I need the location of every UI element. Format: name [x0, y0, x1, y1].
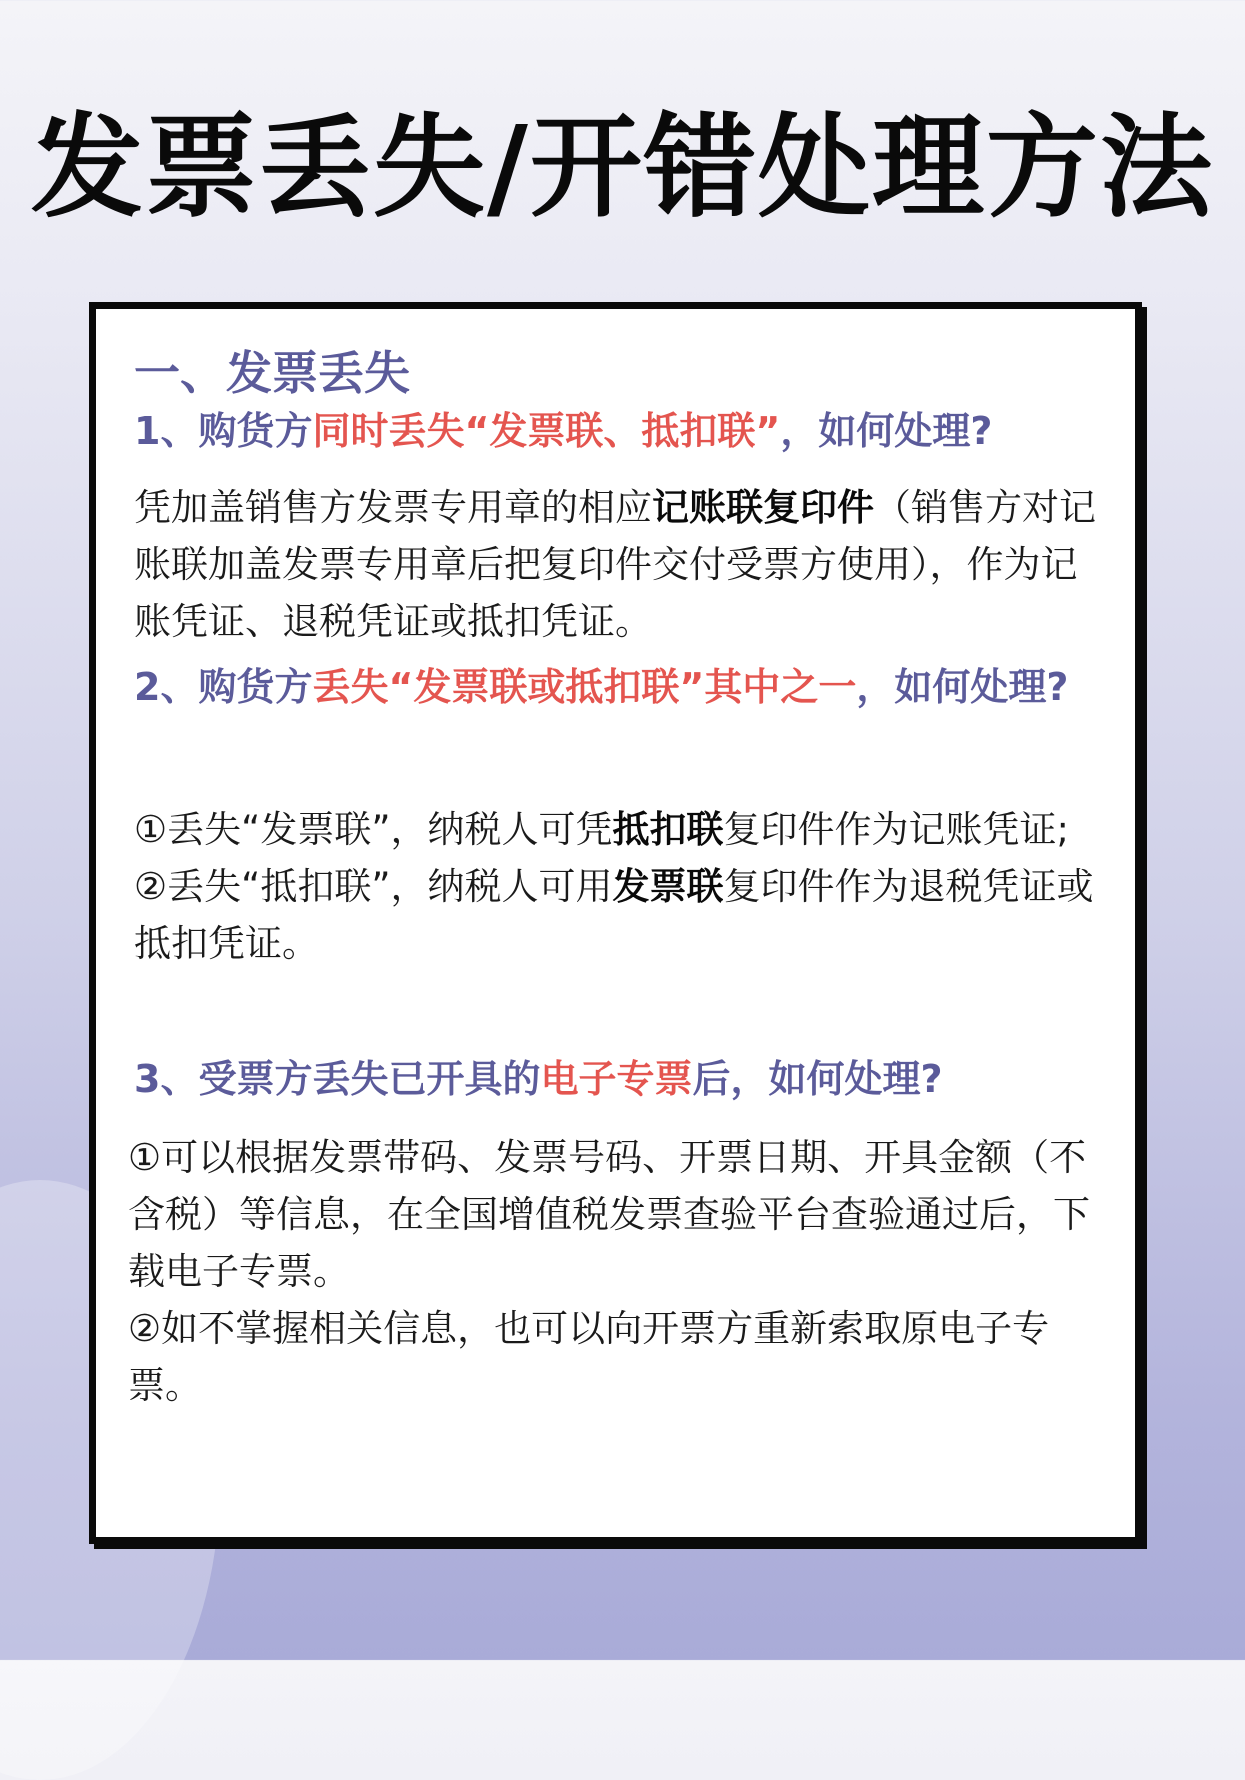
answer-3 [128, 1129, 1108, 1414]
answer-1-text-end: （销售方对记账联加盖发票专用章后把复印件交付受票方使用），作为记账凭证、退税凭证或抵扣凭证。 [134, 486, 1096, 643]
content-card [89, 302, 1142, 1544]
question-3 [134, 1049, 1114, 1109]
question-2-suffix: ，如何处理? [856, 665, 1069, 709]
answer-3-line-1: ①可以根据发票带码、发票号码、开票日期、开具金额（不含税）等信息，在全国增值税发票查验平台查验通过后，下载电子专票。 [128, 1136, 1090, 1293]
answer-2-line-2-end: 复印件作为退税凭证或抵扣凭证。 [134, 865, 1094, 965]
answer-2-line-1-bold: 抵扣联 [612, 808, 724, 851]
answer-2-line-1-end: 复印件作为记账凭证; [723, 808, 1069, 851]
answer-1-bold: 记账联复印件 [652, 486, 874, 529]
answer-2-line-2-text: ②丢失“抵扣联”，纳税人可用 [134, 865, 613, 908]
question-2-highlight: 丢失“发票联或抵扣联”其中之一 [312, 665, 857, 709]
question-3-highlight: 电子专票 [540, 1057, 693, 1101]
question-2-prefix: 2、购货方 [134, 665, 313, 709]
question-2 [134, 657, 1114, 717]
answer-1-text: 凭加盖销售方发票专用章的相应 [134, 486, 652, 529]
question-1-prefix: 1、购货方 [134, 409, 313, 453]
question-3-suffix: 后，如何处理? [692, 1057, 943, 1101]
section-heading: 一、发票丢失 [134, 346, 410, 400]
question-1 [134, 401, 1114, 461]
page-title: 发票丢失/开错处理方法 [31, 103, 1214, 233]
question-1-highlight: 同时丢失“发票联、抵扣联” [312, 409, 781, 453]
question-3-prefix: 3、受票方丢失已开具的 [134, 1057, 541, 1101]
question-1-suffix: ，如何处理? [780, 409, 993, 453]
answer-3-line-2: ②如不掌握相关信息，也可以向开票方重新索取原电子专票。 [128, 1307, 1050, 1407]
answer-2-line-1-text: ①丢失“发票联”，纳税人可凭 [134, 808, 613, 851]
answer-2 [134, 801, 1114, 972]
answer-1 [134, 479, 1114, 650]
answer-2-line-2-bold: 发票联 [612, 865, 724, 908]
